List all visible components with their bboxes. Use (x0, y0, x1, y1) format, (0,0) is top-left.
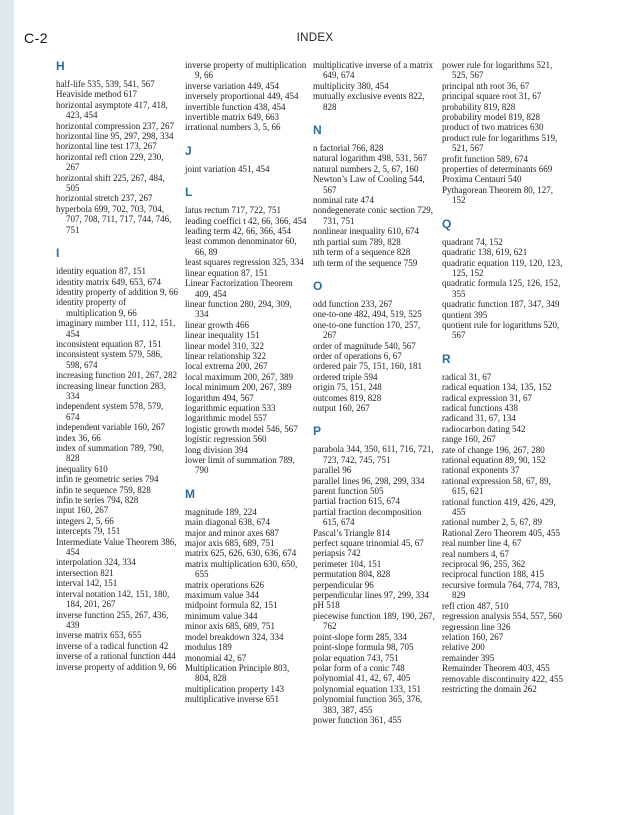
index-entry: reciprocal function 188, 415 (442, 569, 544, 580)
index-entry: multiplicative inverse of a matrix 649, 674 (313, 60, 433, 81)
index-entry: pH 518 (313, 600, 340, 611)
index-entry: Remainder Theorem 403, 455 (442, 663, 550, 674)
index-entry: perpendicular 96 (313, 579, 374, 590)
index-column-2 (185, 60, 307, 705)
index-entry: identity equation 87, 151 (56, 266, 146, 277)
index-entry: inverse of a radical function 42 (56, 640, 169, 651)
index-entry: parent function 505 (313, 486, 384, 496)
index-entry: least common denominator 60, 66, 89 (185, 236, 297, 257)
index-entry: index of summation 789, 790, 828 (56, 443, 164, 464)
index-entry: horizontal shift 225, 267, 484, 505 (56, 172, 165, 194)
index-entry: linear inequality 151 (185, 330, 260, 341)
index-entry: nth term of the sequence 759 (313, 257, 418, 268)
index-entry: perimeter 104, 151 (313, 558, 382, 569)
index-entry: Intermediate Value Theorem 386, 454 (56, 536, 177, 558)
index-entry: half-life 535, 539, 541, 567 (56, 79, 155, 89)
index-entry: magnitude 189, 224 (185, 506, 257, 517)
index-entry: probability 819, 828 (442, 101, 516, 112)
index-entry: Multiplication Principle 803, 804, 828 (185, 662, 290, 684)
index-entry: perpendicular lines 97, 299, 334 (313, 590, 429, 601)
index-entry: Pythagorean Theorem 80, 127, 152 (442, 184, 554, 206)
index-entry: latus rectum 717, 722, 751 (185, 205, 281, 216)
index-entry: regression analysis 554, 557, 560 (442, 611, 562, 622)
index-entry: imaginary number 111, 112, 151, 454 (56, 318, 176, 339)
index-entry: independent system 578, 579, 674 (56, 401, 164, 422)
index-entry: increasing linear function 283, 334 (56, 380, 166, 401)
index-entry: horizontal asymptote 417, 418, 423, 454 (56, 99, 168, 121)
index-entry: linear function 280, 294, 309, 334 (185, 298, 292, 320)
index-entry: product of two matrices 630 (442, 122, 544, 133)
section-letter: Q (442, 216, 452, 231)
index-entry: intersection 821 (56, 567, 114, 578)
index-entry: horizontal line test 173, 267 (56, 141, 157, 152)
index-entry: multiplication property 143 (185, 683, 284, 694)
section-letter: H (56, 59, 65, 73)
index-entry: nonlinear inequality 610, 674 (313, 226, 419, 237)
index-entry: horizontal stretch 237, 267 (56, 193, 153, 204)
section-letter: L (185, 185, 193, 200)
index-entry: logistic regression 560 (185, 434, 267, 445)
index-entry: point-slope form 285, 334 (313, 631, 407, 642)
index-entry: order of operations 6, 67 (313, 350, 402, 361)
index-entry: logarithmic equation 533 (185, 402, 276, 413)
index-entry: inverse of a rational function 444 (56, 651, 176, 662)
index-entry: odd function 233, 267 (313, 298, 393, 309)
section-letter: O (313, 278, 323, 293)
index-entry: inconsistent equation 87, 151 (56, 338, 162, 349)
index-entry: identity property of addition 9, 66 (56, 286, 178, 297)
index-entry: interpolation 324, 334 (56, 557, 136, 568)
index-entry: natural logarithm 498, 531, 567 (313, 153, 427, 164)
index-entry: invertible function 438, 454 (185, 101, 286, 112)
index-entry: logistic growth model 546, 567 (185, 423, 298, 434)
index-entry: periapsis 742 (313, 548, 361, 559)
index-entry: matrix 625, 626, 630, 636, 674 (185, 548, 297, 559)
index-entry: multiplicity 380, 454 (313, 80, 389, 91)
index-entry: linear growth 466 (185, 319, 249, 330)
index-entry: local extrema 200, 267 (185, 361, 268, 372)
index-entry: quadratic formula 125, 126, 152, 355 (442, 278, 561, 299)
index-entry: horizontal compression 237, 267 (56, 120, 174, 131)
index-entry: parabola 344, 350, 611, 716, 721, 723, 742, 745, 751 (313, 444, 434, 465)
index-entry: midpoint formula 82, 151 (185, 600, 278, 611)
index-entry: major and minor axes 687 (185, 527, 279, 538)
index-entry: power function 361, 455 (313, 714, 402, 725)
index-entry: relation 160, 267 (442, 631, 504, 642)
index-entry: radical functions 438 (442, 402, 518, 413)
index-entry: partial fraction decomposition 615, 674 (313, 506, 422, 528)
index-entry: infin te geometric series 794 (56, 474, 159, 485)
index-entry: output 160, 267 (313, 402, 370, 413)
index-entry: multiplicative inverse 651 (185, 694, 279, 705)
index-entry: interval notation 142, 151, 180, 184, 201, 267 (56, 588, 170, 610)
index-entry: local minimum 200, 267, 389 (185, 382, 292, 393)
index-entry: radical expression 31, 67 (442, 392, 532, 403)
index-entry: infin te sequence 759, 828 (56, 484, 151, 495)
index-entry: origin 75, 151, 248 (313, 382, 382, 393)
index-entry: range 160, 267 (442, 434, 496, 445)
section-letter: R (442, 351, 451, 366)
index-entry: natural numbers 2, 5, 67, 160 (313, 163, 419, 174)
index-entry: perfect square trinomial 45, 67 (313, 538, 424, 549)
index-entry: inverse function 255, 267, 436, 439 (56, 609, 169, 630)
index-entry: intercepts 79, 151 (56, 526, 121, 537)
index-entry: rational exponents 37 (442, 465, 520, 476)
index-entry: logarithm 494, 567 (185, 392, 254, 403)
index-entry: rate of change 196, 267, 280 (442, 444, 545, 455)
index-entry: rational expression 58, 67, 89, 615, 621 (442, 475, 551, 497)
index-entry: real number line 4, 67 (442, 538, 522, 549)
index-entry: inverse matrix 653, 655 (56, 630, 142, 641)
index-entry: model breakdown 324, 334 (185, 631, 284, 642)
index-entry: mutually exclusive events 822, 828 (313, 91, 425, 112)
index-column-1 (56, 60, 178, 672)
index-entry: horizontal refl ction 229, 230, 267 (56, 151, 164, 173)
index-entry: quadratic function 187, 347, 349 (442, 299, 560, 310)
index-entry: ordered pair 75, 151, 160, 181 (313, 361, 422, 372)
index-entry: logarithmic model 557 (185, 413, 267, 424)
index-entry: nth partial sum 789, 828 (313, 236, 401, 247)
index-entry: Heaviside method 617 (56, 89, 137, 100)
index-entry: major axis 685, 689, 751 (185, 538, 275, 549)
index-entry: radicand 31, 67, 134 (442, 413, 516, 424)
index-entry: irrational numbers 3, 5, 66 (185, 122, 281, 133)
index-entry: rational function 419, 426, 429, 455 (442, 496, 556, 518)
index-entry: inconsistent system 579, 586, 598, 674 (56, 349, 163, 370)
index-entry: increasing function 201, 267, 282 (56, 370, 177, 381)
index-entry: product rule for logarithms 519, 521, 567 (442, 132, 558, 154)
index-entry: one-to-one function 170, 257, 267 (313, 319, 421, 341)
index-entry: local maximum 200, 267, 389 (185, 371, 293, 382)
index-entry: matrix multiplication 630, 650, 655 (185, 558, 298, 580)
index-entry: permutation 804, 828 (313, 569, 391, 580)
section-letter: J (185, 143, 192, 158)
index-entry: long division 394 (185, 444, 249, 455)
index-entry: polynomial function 365, 376, 383, 387, 455 (313, 694, 423, 715)
index-entry: radical equation 134, 135, 152 (442, 382, 552, 393)
index-entry: index 36, 66 (56, 432, 101, 443)
index-entry: horizontal line 95, 297, 298, 334 (56, 131, 174, 142)
index-entry: input 160, 267 (56, 505, 109, 516)
page-number: C-2 (24, 30, 49, 46)
index-entry: polynomial 41, 42, 67, 405 (313, 673, 411, 684)
index-entry: minor axis 685, 689, 751 (185, 621, 275, 632)
index-entry: inverse variation 449, 454 (185, 80, 279, 91)
index-entry: removable discontinuity 422, 455 (442, 673, 563, 684)
index-entry: inversely proportional 449, 454 (185, 91, 299, 102)
index-entry: nth term of a sequence 828 (313, 247, 411, 258)
index-entry: nominal rate 474 (313, 195, 374, 206)
index-entry: interval 142, 151 (56, 578, 118, 589)
index-entry: linear equation 87, 151 (185, 267, 268, 278)
index-entry: refl ction 487, 510 (442, 600, 509, 611)
index-column-3 (313, 60, 435, 725)
index-entry: polar equation 743, 751 (313, 652, 399, 663)
index-entry: identity property of multiplication 9, 66 (56, 297, 137, 318)
index-entry: polar form of a conic 748 (313, 662, 405, 673)
index-entry: linear relationship 322 (185, 350, 266, 361)
index-entry: regression line 326 (442, 621, 511, 632)
index-entry: principal nth root 36, 67 (442, 80, 530, 91)
section-letter: I (56, 246, 60, 261)
index-entry: minimum value 344 (185, 610, 258, 621)
index-entry: Rational Zero Theorem 405, 455 (442, 527, 561, 538)
index-entry: quadrant 74, 152 (442, 236, 503, 247)
index-entry: identity matrix 649, 653, 674 (56, 276, 161, 287)
index-entry: radiocarbon dating 542 (442, 423, 526, 434)
index-entry: one-to-one 482, 494, 519, 525 (313, 309, 422, 320)
index-column-4 (442, 60, 564, 694)
index-entry: reciprocal 96, 255, 362 (442, 559, 526, 570)
index-entry: probability model 819, 828 (442, 112, 540, 123)
index-entry: Proxima Centauri 540 (442, 174, 522, 185)
index-entry: point-slope formula 98, 705 (313, 642, 414, 653)
index-entry: polynomial equation 133, 151 (313, 683, 421, 694)
index-entry: inequality 610 (56, 463, 108, 474)
index-entry: parallel lines 96, 298, 299, 334 (313, 475, 425, 486)
section-letter: M (185, 486, 195, 501)
section-letter: P (313, 424, 322, 439)
index-entry: monomial 42, 67 (185, 652, 247, 663)
section-letter: N (313, 123, 322, 138)
index-entry: relative 200 (442, 642, 485, 653)
index-entry: rational equation 89, 90, 152 (442, 455, 546, 465)
index-entry: partial fraction 615, 674 (313, 496, 400, 507)
index-entry: quotient 395 (442, 309, 488, 320)
index-entry: ordered triple 594 (313, 371, 378, 382)
index-entry: piecewise function 189, 190, 267, 762 (313, 610, 435, 632)
index-entry: remainder 395 (442, 652, 495, 663)
index-entry: principal square root 31, 67 (442, 91, 542, 102)
index-entry: leading coeffici t 42, 66, 366, 454 (185, 215, 307, 226)
index-entry: inverse property of addition 9, 66 (56, 661, 177, 672)
index-entry: power rule for logarithms 521, 525, 567 (442, 60, 553, 81)
index-entry: Newton’s Law of Cooling 544, 567 (313, 174, 425, 195)
index-entry: lower limit of summation 789, 790 (185, 455, 295, 476)
index-entry: Linear Factorization Theorem 409, 454 (185, 278, 293, 299)
index-entry: properties of determinants 669 (442, 164, 553, 175)
index-entry: integers 2, 5, 66 (56, 515, 114, 526)
index-entry: linear model 310, 322 (185, 340, 264, 351)
running-head: INDEX (296, 32, 334, 44)
index-entry: parallel 96 (313, 465, 352, 476)
index-entry: invertible matrix 649, 663 (185, 112, 279, 123)
margin-strip (0, 0, 14, 815)
index-entry: infin te series 794, 828 (56, 495, 139, 506)
index-entry: Pascal’s Triangle 814 (313, 527, 391, 538)
index-entry: matrix operations 626 (185, 579, 264, 590)
index-entry: independent variable 160, 267 (56, 422, 165, 433)
index-entry: quadratic equation 119, 120, 123, 125, 152 (442, 257, 563, 278)
index-entry: rational number 2, 5, 67, 89 (442, 517, 542, 528)
index-entry: quotient rule for logarithms 520, 567 (442, 319, 560, 341)
index-entry: least squares regression 325, 334 (185, 257, 304, 268)
index-entry: inverse property of multiplication 9, 66 (185, 60, 307, 81)
index-entry: main diagonal 638, 674 (185, 517, 270, 528)
index-entry: recursive formula 764, 774, 783, 829 (442, 579, 560, 601)
index-entry: n factorial 766, 828 (313, 143, 384, 154)
index-entry: restricting the domain 262 (442, 683, 537, 694)
index-entry: outcomes 819, 828 (313, 392, 382, 403)
index-entry: hyperbola 699, 702, 703, 704, 707, 708, 711, 717, 744, 746, 751 (56, 203, 172, 235)
index-entry: real numbers 4, 67 (442, 548, 509, 559)
index-entry: leading term 42, 66, 366, 454 (185, 226, 291, 237)
index-entry: modulus 189 (185, 642, 232, 653)
index-entry: maximum value 344 (185, 590, 259, 601)
index-entry: profit function 589, 674 (442, 153, 528, 164)
index-entry: quadratic 138, 619, 621 (442, 247, 528, 258)
index-entry: order of magnitude 540, 567 (313, 340, 416, 351)
index-entry: joint variation 451, 454 (185, 163, 270, 174)
index-entry: radical 31, 67 (442, 371, 492, 382)
index-entry: nondegenerate conic section 729, 731, 751 (313, 205, 433, 226)
